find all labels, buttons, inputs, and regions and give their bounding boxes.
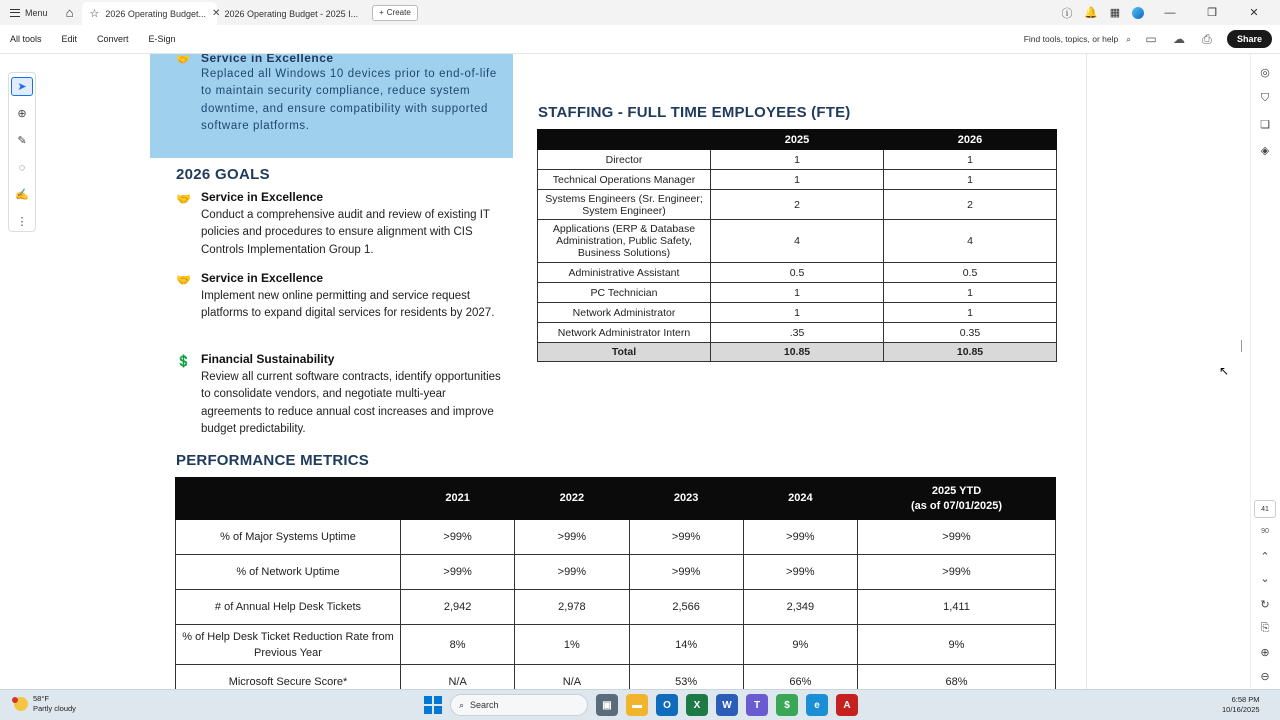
right-rail (1250, 54, 1280, 689)
value-cell: >99% (401, 555, 515, 590)
value-cell: N/A (401, 665, 515, 690)
value-cell: 1% (515, 625, 629, 665)
goal-item (176, 190, 506, 260)
left-tool-rail (8, 72, 36, 232)
metric-cell: Microsoft Secure Score* (176, 665, 401, 690)
value-cell: 0.35 (884, 323, 1057, 343)
value-cell: 1 (884, 170, 1057, 190)
fit-page-icon[interactable]: ⎘ (1260, 621, 1270, 634)
value-cell: 2,942 (401, 590, 515, 625)
system-clock[interactable] (1222, 695, 1260, 715)
weather-temp: 58°F (33, 694, 49, 703)
value-cell: 53% (629, 665, 743, 690)
handshake-icon: 🤝 (176, 54, 190, 66)
signature-icon[interactable]: ✍ (15, 189, 29, 202)
value-cell: >99% (629, 555, 743, 590)
share-button[interactable]: Share (1227, 30, 1272, 48)
taskbar (0, 689, 1280, 720)
role-cell: Director (538, 150, 711, 170)
role-cell: Systems Engineers (Sr. Engineer; System Engineer) (538, 190, 711, 220)
table-row (176, 555, 1056, 590)
table-row (538, 303, 1057, 323)
page-edge (1086, 54, 1087, 689)
table-row (176, 520, 1056, 555)
value-cell: 1 (711, 303, 884, 323)
highlight-title: Service in Excellence (201, 54, 334, 65)
star-icon[interactable]: ☆ (89, 8, 100, 20)
role-cell: Technical Operations Manager (538, 170, 711, 190)
bookmark-icon[interactable]: ⛉ (1260, 91, 1270, 104)
table-row (538, 150, 1057, 170)
table-header: 2026 (884, 130, 1057, 150)
value-cell: 66% (743, 665, 857, 690)
window-close-icon[interactable]: ✕ (1249, 7, 1259, 19)
outlook-icon[interactable]: O (656, 694, 678, 716)
value-cell: 2,566 (629, 590, 743, 625)
date: 10/16/2025 (1222, 705, 1260, 714)
value-cell: >99% (515, 555, 629, 590)
menu-button[interactable] (0, 0, 58, 25)
task-view-icon[interactable]: ▣ (596, 694, 618, 716)
acrobat-icon[interactable]: A (836, 694, 858, 716)
restore-icon[interactable]: ❐ (1207, 7, 1217, 19)
goals-heading: 2026 GOALS (176, 166, 270, 183)
excel-icon[interactable]: X (686, 694, 708, 716)
lasso-icon[interactable]: ◌ (18, 161, 26, 174)
table-row (538, 263, 1057, 283)
staffing-heading: STAFFING - FULL TIME EMPLOYEES (FTE) (538, 104, 851, 121)
table-row (538, 283, 1057, 303)
role-cell: Network Administrator (538, 303, 711, 323)
role-cell: Applications (ERP & Database Administration, Public Safety, Business Solutions) (538, 220, 711, 263)
teams-icon[interactable]: T (746, 694, 768, 716)
find-label: Find tools, topics, or help (1023, 34, 1119, 44)
performance-table (175, 477, 1056, 689)
refresh-icon[interactable]: ↻ (1260, 598, 1270, 611)
pages-icon[interactable]: ❏ (1260, 118, 1270, 131)
value-cell: 2,978 (515, 590, 629, 625)
value-cell: 4 (711, 220, 884, 263)
comment-icon[interactable]: ◎ (1260, 66, 1270, 79)
weather-icon (14, 697, 28, 711)
avatar[interactable] (1132, 7, 1144, 19)
handshake-icon: 🤝 (176, 273, 191, 287)
tab-budget-2[interactable] (217, 2, 367, 25)
role-cell: PC Technician (538, 283, 711, 303)
value-cell: 2 (711, 190, 884, 220)
ytd-date: (as of 07/01/2025) (910, 499, 1003, 512)
table-row (538, 323, 1057, 343)
role-cell: Administrative Assistant (538, 263, 711, 283)
zoom-in-icon[interactable]: ⊕ (1260, 646, 1270, 659)
value-cell: 1 (711, 170, 884, 190)
tab-label: 2026 Operating Budget - 2025 I... (224, 8, 359, 19)
goal-item (176, 271, 506, 341)
weather-widget[interactable] (14, 694, 76, 714)
value-cell: >99% (629, 520, 743, 555)
value-cell: 4 (884, 220, 1057, 263)
total-value: 10.85 (884, 343, 1057, 362)
chevron-up-icon[interactable]: ⌃ (1260, 550, 1270, 563)
value-cell: 1,411 (858, 590, 1056, 625)
value-cell: 9% (858, 625, 1056, 665)
edge-icon[interactable]: e (806, 694, 828, 716)
dollar-hand-icon: 💲 (176, 354, 191, 368)
value-cell: 0.5 (711, 263, 884, 283)
table-header-ytd (858, 478, 1056, 520)
page-number-input[interactable]: 41 (1254, 500, 1276, 518)
goal-text: Conduct a comprehensive audit and review of existing IT policies and procedures to ensure alignment with CIS Controls Implementation Group 1. (201, 209, 490, 256)
ytd-label: 2025 YTD (931, 484, 982, 497)
value-cell: N/A (515, 665, 629, 690)
value-cell: >99% (743, 520, 857, 555)
tab-budget-active[interactable] (82, 2, 221, 25)
value-cell: 1 (711, 150, 884, 170)
value-cell: 1 (711, 283, 884, 303)
hamburger-icon (10, 9, 20, 17)
tab-esign[interactable]: E-Sign (148, 34, 176, 44)
plus-icon: + (379, 8, 384, 17)
select-cursor-icon[interactable]: ➤ (11, 77, 33, 96)
weather-desc: Partly cloudy (33, 704, 76, 713)
staffing-table (537, 129, 1057, 362)
metric-cell: % of Network Uptime (176, 555, 401, 590)
value-cell: >99% (401, 520, 515, 555)
performance-heading: PERFORMANCE METRICS (176, 452, 369, 469)
table-row (176, 590, 1056, 625)
save-icon[interactable]: ▭ (1145, 32, 1157, 46)
create-label: Create (386, 8, 411, 17)
table-header: 2022 (515, 478, 629, 520)
minimize-icon[interactable]: — (1164, 6, 1176, 19)
zoom-out-icon[interactable]: ⊖ (1260, 670, 1270, 683)
search-icon: ⌕ (459, 699, 465, 710)
goal-title: Financial Sustainability (201, 352, 335, 366)
value-cell: 2,349 (743, 590, 857, 625)
toolbar (0, 25, 1280, 54)
value-cell: >99% (743, 555, 857, 590)
value-cell: 2 (884, 190, 1057, 220)
value-cell: >99% (858, 555, 1056, 590)
zoom-tool-icon[interactable]: ⊕ (17, 108, 27, 121)
title-bar (0, 0, 1280, 25)
goal-text: Review all current software contracts, identify opportunities to consolidate vendors, and negotiate multi-year agreements to reduce annual cost increases and improve budget predictability. (201, 371, 501, 435)
layers-icon[interactable]: ◈ (1260, 144, 1270, 157)
more-options-icon[interactable]: ⋮ (16, 216, 28, 228)
time: 6:58 PM (1231, 695, 1260, 704)
value-cell: 1 (884, 150, 1057, 170)
taskbar-search[interactable] (450, 694, 588, 716)
windows-start-icon[interactable] (424, 696, 442, 714)
close-icon[interactable]: ✕ (211, 8, 221, 19)
metric-cell: # of Annual Help Desk Tickets (176, 590, 401, 625)
value-cell: >99% (515, 520, 629, 555)
table-header: 2024 (743, 478, 857, 520)
total-row (538, 343, 1057, 362)
mouse-cursor-icon: ↖ (1219, 364, 1230, 378)
table-header: 2025 (711, 130, 884, 150)
search-icon: ⌕ (1126, 33, 1131, 44)
home-icon[interactable]: ⌂ (65, 5, 74, 20)
table-header-row (538, 130, 1057, 150)
handshake-icon: 🤝 (176, 192, 191, 206)
create-button[interactable] (372, 5, 418, 21)
pen-icon[interactable]: ✎ (17, 135, 27, 148)
goal-item (176, 352, 506, 442)
value-cell: 1 (884, 283, 1057, 303)
metric-cell: % of Major Systems Uptime (176, 520, 401, 555)
table-header: 2021 (401, 478, 515, 520)
find-tools-search[interactable] (1024, 34, 1131, 45)
tab-edit[interactable]: Edit (61, 34, 78, 44)
value-cell: 9% (743, 625, 857, 665)
total-value: 10.85 (711, 343, 884, 362)
value-cell: 0.5 (884, 263, 1057, 283)
total-label: Total (538, 343, 711, 362)
search-label: Search (470, 700, 499, 710)
table-header: 2023 (629, 478, 743, 520)
table-row (538, 170, 1057, 190)
page-total: 90 (1261, 528, 1269, 535)
table-row (538, 220, 1057, 263)
finance-app-icon[interactable]: $ (776, 694, 798, 716)
tab-convert[interactable]: Convert (97, 34, 129, 44)
table-row (538, 190, 1057, 220)
document-viewport[interactable] (0, 54, 1248, 689)
value-cell: >99% (858, 520, 1056, 555)
apps-grid-icon[interactable]: ▦ (1109, 7, 1121, 19)
value-cell: 1 (884, 303, 1057, 323)
table-header-row (176, 478, 1056, 520)
goal-title: Service in Excellence (201, 271, 324, 285)
goal-title: Service in Excellence (201, 190, 324, 204)
value-cell: .35 (711, 323, 884, 343)
word-icon[interactable]: W (716, 694, 738, 716)
goal-text: Implement new online permitting and service request platforms to expand digital services for residents by 2027. (201, 290, 495, 320)
pdf-page (150, 54, 1086, 689)
highlight-text: Replaced all Windows 10 devices prior to end-of-life to maintain security compliance, reduce system downtime, and ensure compatibility with supported software platforms. (201, 68, 497, 132)
notification-bell-icon[interactable]: 🔔 (1084, 7, 1098, 19)
menu-label: Menu (25, 7, 48, 18)
value-cell: 68% (858, 665, 1056, 690)
metric-cell: % of Help Desk Ticket Reduction Rate from Previous Year (176, 625, 401, 665)
chevron-down-icon[interactable]: ⌄ (1260, 572, 1270, 585)
value-cell: 8% (401, 625, 515, 665)
print-icon[interactable]: ⎙ (1202, 31, 1212, 46)
cloud-upload-icon[interactable]: ☁ (1172, 32, 1185, 46)
value-cell: 14% (629, 625, 743, 665)
highlight-box (150, 54, 513, 158)
scrollbar-thumb[interactable] (1241, 340, 1242, 352)
help-icon[interactable]: ⓘ (1061, 7, 1073, 20)
table-header (176, 478, 401, 520)
table-row (176, 625, 1056, 665)
tab-label: 2026 Operating Budget... (105, 8, 206, 19)
table-header (538, 130, 711, 150)
tab-all-tools[interactable]: All tools (10, 34, 42, 44)
role-cell: Network Administrator Intern (538, 323, 711, 343)
table-row (176, 665, 1056, 690)
file-explorer-icon[interactable]: ▬ (626, 694, 648, 716)
